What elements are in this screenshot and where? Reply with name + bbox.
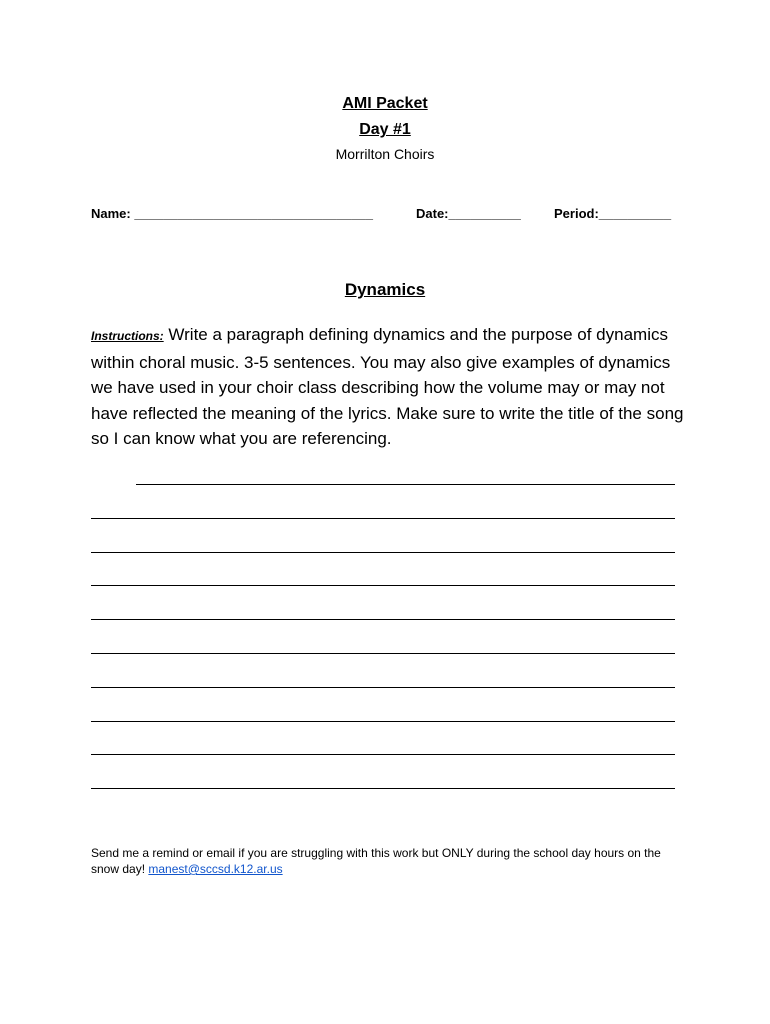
- answer-line: [91, 788, 675, 789]
- answer-line: [91, 585, 675, 586]
- answer-line: [91, 721, 675, 722]
- document-title: AMI Packet: [342, 95, 428, 112]
- footer-note: [91, 845, 681, 877]
- document-subtitle: Day #1: [359, 121, 411, 138]
- period-field: Period:__________: [554, 206, 672, 221]
- section-heading: Dynamics: [344, 280, 426, 299]
- answer-line: [136, 484, 675, 485]
- answer-line: [91, 552, 675, 553]
- date-field: Date:__________: [416, 206, 521, 221]
- name-field: Name: _________________________________: [91, 206, 373, 221]
- answer-line: [91, 619, 675, 620]
- instructions-text: Write a paragraph defining dynamics and the purpose of dynamics within choral music. 3-5 sentences. You may also give examples of dynamics we have used in your choir class describing how the volume may or may not have reflected the meaning of the lyrics. Make sure to write the title of the song so I can know what you are referencing.: [91, 325, 684, 448]
- instructions-paragraph: [91, 322, 686, 452]
- email-link[interactable]: manest@sccsd.k12.ar.us: [148, 862, 283, 876]
- answer-line: [91, 653, 675, 654]
- footer-text: Send me a remind or email if you are struggling with this work but ONLY during the school day hours on the snow day!: [91, 846, 661, 876]
- organization-name: Morrilton Choirs: [335, 146, 435, 162]
- answer-line: [91, 518, 675, 519]
- answer-line: [91, 754, 675, 755]
- answer-line: [91, 687, 675, 688]
- instructions-label: Instructions:: [91, 329, 164, 343]
